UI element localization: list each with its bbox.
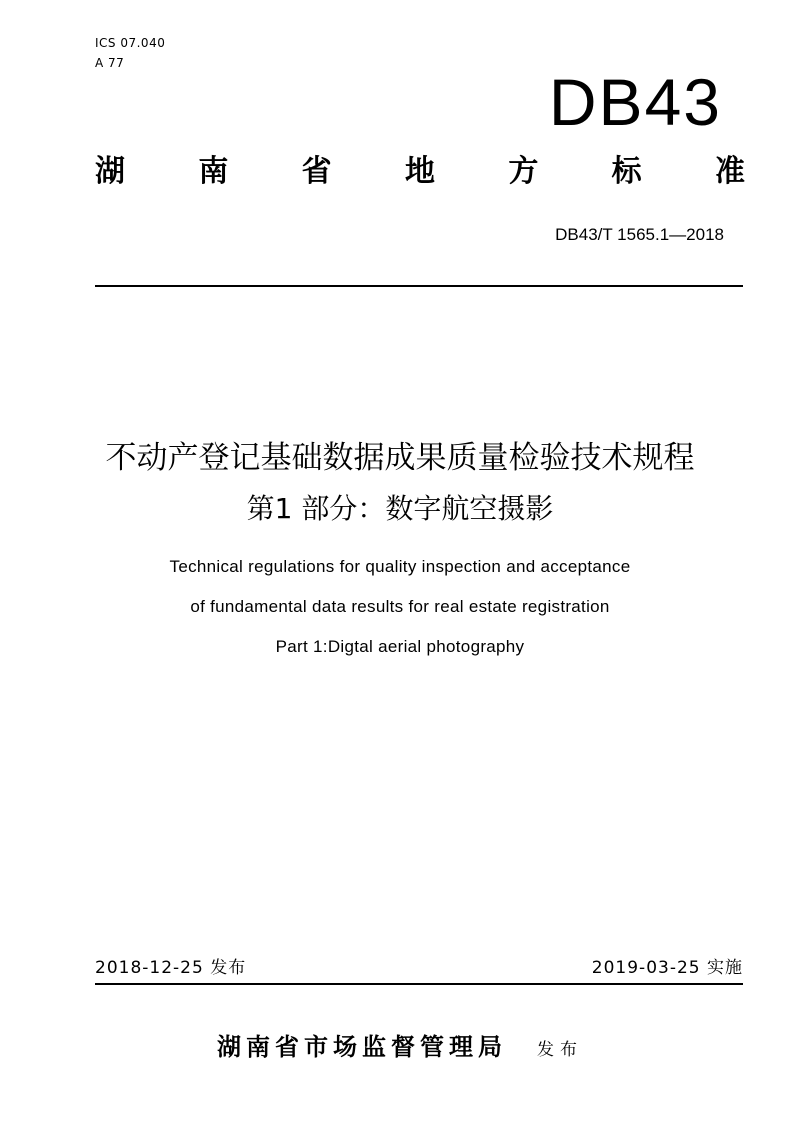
ccs-code: A 77 xyxy=(95,56,125,70)
ics-code: ICS 07.040 xyxy=(95,36,166,50)
issuer-name: 湖南省市场监督管理局 xyxy=(217,1033,507,1061)
standard-type xyxy=(95,150,745,194)
issue-label: 发布 xyxy=(537,1040,583,1060)
standard-type-char: 地 xyxy=(404,154,435,189)
standard-code: DB43 xyxy=(548,65,722,139)
subtitle-chinese: 第1 部分：数字航空摄影 xyxy=(246,492,554,525)
title-english-line: Technical regulations for quality inspection and acceptance xyxy=(169,557,631,576)
standard-type-char: 南 xyxy=(198,154,229,189)
issuer-row xyxy=(0,1030,800,1067)
standard-number: DB43/T 1565.1—2018 xyxy=(555,225,724,244)
standard-type-char: 方 xyxy=(508,154,539,189)
title-chinese: 不动产登记基础数据成果质量检验技术规程 xyxy=(105,440,695,476)
standard-type-char: 湖 xyxy=(95,154,125,189)
bottom-divider xyxy=(95,983,743,985)
implementation-date: 2019-03-25 实施 xyxy=(591,958,743,978)
top-divider xyxy=(95,285,743,287)
title-english-line: of fundamental data results for real estate registration xyxy=(190,597,610,616)
standard-type-char: 准 xyxy=(714,154,745,189)
standard-type-char: 省 xyxy=(301,154,332,189)
release-date: 2018-12-25 发布 xyxy=(95,958,247,978)
title-english-line: Part 1:Digtal aerial photography xyxy=(275,637,525,656)
standard-type-char: 标 xyxy=(611,154,642,189)
